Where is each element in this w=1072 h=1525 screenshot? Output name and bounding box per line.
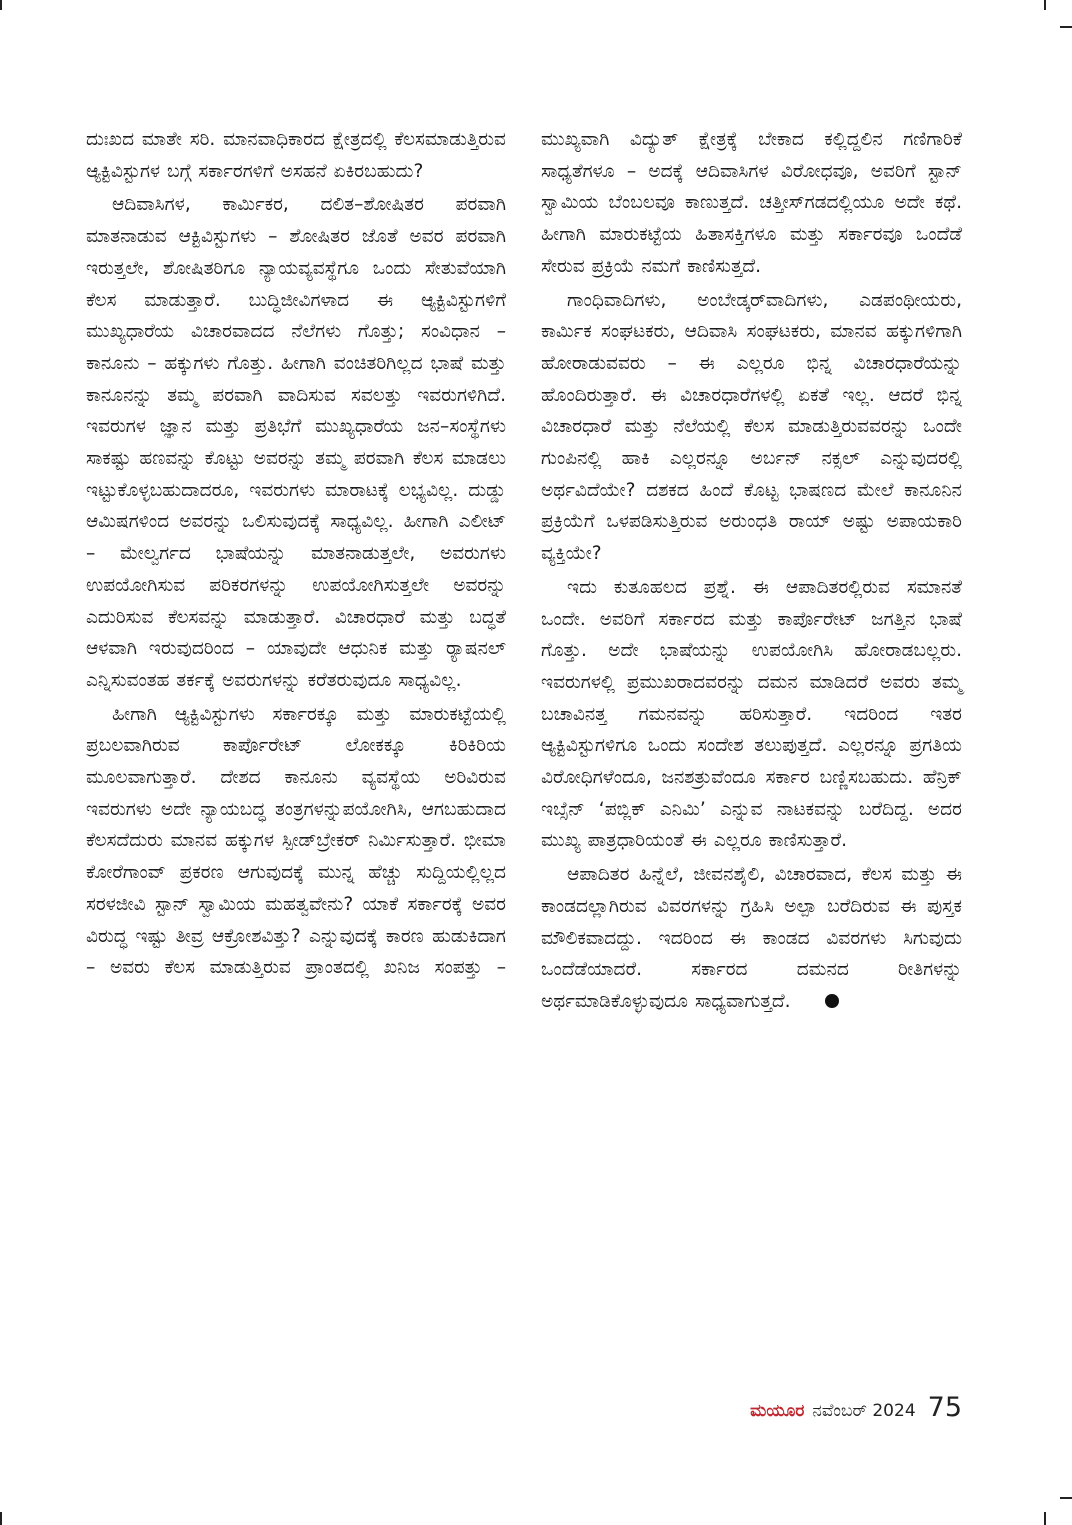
paragraph: ದುಃಖದ ಮಾತೇ ಸರಿ. ಮಾನವಾಧಿಕಾರದ ಕ್ಷೇತ್ರದಲ್ಲಿ ಕೆಲಸಮಾಡುತ್ತಿರುವ ಆ್ಯಕ್ಟಿವಿಸ್ಟುಗಳ ಬಗ್ಗೆ ಸರ್ಕಾರಗಳಿಗೆ ಅಸಹನೆ ಏಕಿರಬಹುದು? — [86, 129, 506, 182]
page-footer — [750, 1392, 962, 1423]
paragraph-text: ಆಪಾದಿತರ ಹಿನ್ನೆಲೆ, ಜೀವನಶೈಲಿ, ವಿಚಾರವಾದ, ಕೆಲಸ ಮತ್ತು ಈ ಕಾಂಡದಲ್ಲಾಗಿರುವ ವಿವರಗಳನ್ನು ಗ್ರಹಿಸಿ ಅಲ್ಪಾ ಬರೆದಿರುವ ಈ ಪುಸ್ತಕ ಮೌಲಿಕವಾದದ್ದು. ಇದರಿಂದ ಈ ಕಾಂಡದ ವಿವರಗಳು ಸಿಗುವುದು ಒಂದೆಡೆಯಾದರೆ. ಸರ್ಕಾರದ ದಮನದ ರೀತಿಗಳನ್ನು ಅರ್ಥಮಾಡಿಕೊಳ್ಳುವುದೂ ಸಾಧ್ಯವಾಗುತ್ತದೆ. — [541, 864, 962, 1012]
article-column-left — [86, 124, 506, 984]
crop-mark-top-left — [0, 0, 2, 10]
magazine-brand-logo: ಮಯೂರ — [750, 1401, 805, 1421]
article-column-right — [541, 124, 962, 1018]
paragraph-final — [541, 859, 962, 1018]
crop-mark-right-top — [1060, 26, 1072, 28]
paragraph: ಇದು ಕುತೂಹಲದ ಪ್ರಶ್ನೆ. ಈ ಆಪಾದಿತರಲ್ಲಿರುವ ಸಮಾನತೆ ಒಂದೇ. ಅವರಿಗೆ ಸರ್ಕಾರದ ಮತ್ತು ಕಾರ್ಪೊರೇಟ್ ಜಗತ್ತಿನ ಭಾಷೆ ಗೊತ್ತು. ಅದೇ ಭಾಷೆಯನ್ನು ಉಪಯೋಗಿಸಿ ಹೋರಾಡಬಲ್ಲರು. ಇವರುಗಳಲ್ಲಿ ಪ್ರಮುಖರಾದವರನ್ನು ದಮನ ಮಾಡಿದರೆ ಅವರು ತಮ್ಮ ಬಚಾವಿನತ್ತ ಗಮನವನ್ನು ಹರಿಸುತ್ತಾರೆ. ಇದರಿಂದ ಇತರ ಆ್ಯಕ್ಟಿವಿಸ್ಟುಗಳಿಗೂ ಒಂದು ಸಂದೇಶ ತಲುಪುತ್ತದೆ. ಎಲ್ಲರನ್ನೂ ಪ್ರಗತಿಯ ವಿರೋಧಿಗಳೆಂದೂ, ಜನಶತ್ರುವೆಂದೂ ಸರ್ಕಾರ ಬಣ್ಣಿಸಬಹುದು. ಹೆನ್ರಿಕ್ ಇಬ್ಸೆನ್ ‘ಪಬ್ಲಿಕ್ ಎನಿಮಿ’ ಎನ್ನುವ ನಾಟಕವನ್ನು ಬರೆದಿದ್ದ. ಅದರ ಮುಖ್ಯ ಪಾತ್ರಧಾರಿಯಂತೆ ಈ ಎಲ್ಲರೂ ಕಾಣಿಸುತ್ತಾರೆ. — [541, 576, 962, 852]
end-of-article-bullet-icon — [825, 994, 839, 1008]
page-number: 75 — [927, 1392, 962, 1423]
crop-mark-bottom-right — [1044, 1512, 1046, 1525]
issue-date: ನವೆಂಬರ್ 2024 — [812, 1401, 916, 1421]
paragraph: ಹೀಗಾಗಿ ಆ್ಯಕ್ಟಿವಿಸ್ಟುಗಳು ಸರ್ಕಾರಕ್ಕೂ ಮತ್ತು ಮಾರುಕಟ್ಟೆಯಲ್ಲಿ ಪ್ರಬಲವಾಗಿರುವ ಕಾರ್ಪೊರೇಟ್ ಲೋಕಕ್ಕೂ ಕಿರಿಕಿರಿಯ ಮೂಲವಾಗುತ್ತಾರೆ. ದೇಶದ ಕಾನೂನು ವ್ಯವಸ್ಥೆಯ ಅರಿವಿರುವ ಇವರುಗಳು ಅದೇ ನ್ಯಾಯಬದ್ಧ ತಂತ್ರಗಳನ್ನುಪಯೋಗಿಸಿ, ಆಗಬಹುದಾದ ಕೆಲಸದೆದುರು ಮಾನವ ಹಕ್ಕುಗಳ ಸ್ಪೀಡ್‌ಬ್ರೇಕರ್ ನಿರ್ಮಿಸುತ್ತಾರೆ. ಭೀಮಾ ಕೋರೆಗಾಂವ್ ಪ್ರಕರಣ ಆಗುವುದಕ್ಕೆ ಮುನ್ನ ಹೆಚ್ಚು ಸುದ್ದಿಯಲ್ಲಿಲ್ಲದ ಸರಳಜೀವಿ ಸ್ಟಾನ್ ಸ್ವಾಮಿಯ ಮಹತ್ವವೇನು? ಯಾಕೆ ಸರ್ಕಾರಕ್ಕೆ ಅವರ ವಿರುದ್ಧ ಇಷ್ಟು ತೀವ್ರ ಆಕ್ರೋಶವಿತ್ತು? ಎನ್ನುವುದಕ್ಕೆ ಕಾರಣ ಹುಡುಕಿದಾಗ – ಅವರು ಕೆಲಸ ಮಾಡುತ್ತಿರುವ ಪ್ರಾಂತದಲ್ಲಿ ಖನಿಜ ಸಂಪತ್ತು – — [86, 703, 506, 979]
paragraph: ಮುಖ್ಯವಾಗಿ ವಿದ್ಯುತ್ ಕ್ಷೇತ್ರಕ್ಕೆ ಬೇಕಾದ ಕಲ್ಲಿದ್ದಲಿನ ಗಣಿಗಾರಿಕೆ ಸಾಧ್ಯತೆಗಳೂ – ಅದಕ್ಕೆ ಆದಿವಾಸಿಗಳ ವಿರೋಧವೂ, ಅವರಿಗೆ ಸ್ಟಾನ್ ಸ್ವಾಮಿಯ ಬೆಂಬಲವೂ ಕಾಣುತ್ತದೆ. ಚತ್ತೀಸ್‌ಗಡದಲ್ಲಿಯೂ ಅದೇ ಕಥೆ. ಹೀಗಾಗಿ ಮಾರುಕಟ್ಟೆಯ ಹಿತಾಸಕ್ತಿಗಳೂ ಮತ್ತು ಸರ್ಕಾರವೂ ಒಂದೆಡೆ ಸೇರುವ ಪ್ರಕ್ರಿಯೆ ನಮಗೆ ಕಾಣಿಸುತ್ತದೆ. — [541, 129, 962, 277]
crop-mark-right-bottom — [1060, 1497, 1072, 1499]
paragraph: ಗಾಂಧಿವಾದಿಗಳು, ಅಂಬೇಡ್ಕರ್‌ವಾದಿಗಳು, ಎಡಪಂಥೀಯರು, ಕಾರ್ಮಿಕ ಸಂಘಟಕರು, ಆದಿವಾಸಿ ಸಂಘಟಕರು, ಮಾನವ ಹಕ್ಕುಗಳಿಗಾಗಿ ಹೋರಾಡುವವರು – ಈ ಎಲ್ಲರೂ ಭಿನ್ನ ವಿಚಾರಧಾರೆಯನ್ನು ಹೊಂದಿರುತ್ತಾರೆ. ಈ ವಿಚಾರಧಾರೆಗಳಲ್ಲಿ ಏಕತೆ ಇಲ್ಲ. ಆದರೆ ಭಿನ್ನ ವಿಚಾರಧಾರೆ ಮತ್ತು ನೆಲೆಯಲ್ಲಿ ಕೆಲಸ ಮಾಡುತ್ತಿರುವವರನ್ನು ಒಂದೇ ಗುಂಪಿನಲ್ಲಿ ಹಾಕಿ ಎಲ್ಲರನ್ನೂ ಅರ್ಬನ್ ನಕ್ಸಲ್ ಎನ್ನುವುದರಲ್ಲಿ ಅರ್ಥವಿದೆಯೇ? ದಶಕದ ಹಿಂದೆ ಕೊಟ್ಟ ಭಾಷಣದ ಮೇಲೆ ಕಾನೂನಿನ ಪ್ರಕ್ರಿಯೆಗೆ ಒಳಪಡಿಸುತ್ತಿರುವ ಅರುಂಧತಿ ರಾಯ್ ಅಷ್ಟು ಅಪಾಯಕಾರಿ ವ್ಯಕ್ತಿಯೇ? — [541, 289, 962, 565]
paragraph: ಆದಿವಾಸಿಗಳ, ಕಾರ್ಮಿಕರ, ದಲಿತ–ಶೋಷಿತರ ಪರವಾಗಿ ಮಾತನಾಡುವ ಆಕ್ಟಿವಿಸ್ಟುಗಳು – ಶೋಷಿತರ ಜೊತೆ ಅವರ ಪರವಾಗಿ ಇರುತ್ತಲೇ, ಶೋಷಿತರಿಗೂ ನ್ಯಾಯವ್ಯವಸ್ಥೆಗೂ ಒಂದು ಸೇತುವೆಯಾಗಿ ಕೆಲಸ ಮಾಡುತ್ತಾರೆ. ಬುದ್ಧಿಜೀವಿಗಳಾದ ಈ ಆ್ಯಕ್ಟಿವಿಸ್ಟುಗಳಿಗೆ ಮುಖ್ಯಧಾರೆಯ ವಿಚಾರವಾದದ ನೆಲೆಗಳು ಗೊತ್ತು; ಸಂವಿಧಾನ – ಕಾನೂನು – ಹಕ್ಕುಗಳು ಗೊತ್ತು. ಹೀಗಾಗಿ ವಂಚಿತರಿಗಿಲ್ಲದ ಭಾಷೆ ಮತ್ತು ಕಾನೂನನ್ನು ತಮ್ಮ ಪರವಾಗಿ ವಾದಿಸುವ ಸವಲತ್ತು ಇವರುಗಳಿಗಿದೆ. ಇವರುಗಳ ಜ್ಞಾನ ಮತ್ತು ಪ್ರತಿಭೆಗೆ ಮುಖ್ಯಧಾರೆಯ ಜನ–ಸಂಸ್ಥೆಗಳು ಸಾಕಷ್ಟು ಹಣವನ್ನು ಕೊಟ್ಟು ಅವರನ್ನು ತಮ್ಮ ಪರವಾಗಿ ಕೆಲಸ ಮಾಡಲು ಇಟ್ಟುಕೊಳ್ಳಬಹುದಾದರೂ, ಇವರುಗಳು ಮಾರಾಟಕ್ಕೆ ಲಭ್ಯವಿಲ್ಲ. ದುಡ್ಡು ಆಮಿಷಗಳಿಂದ ಅವರನ್ನು ಒಲಿಸುವುದಕ್ಕೆ ಸಾಧ್ಯವಿಲ್ಲ. ಹೀಗಾಗಿ ಎಲೀಟ್ – ಮೇಲ್ವರ್ಗದ ಭಾಷೆಯನ್ನು ಮಾತನಾಡುತ್ತಲೇ, ಅವರುಗಳು ಉಪಯೋಗಿಸುವ ಪರಿಕರಗಳನ್ನು ಉಪಯೋಗಿಸುತ್ತಲೇ ಅವರನ್ನು ಎದುರಿಸುವ ಕೆಲಸವನ್ನು ಮಾಡುತ್ತಾರೆ. ವಿಚಾರಧಾರೆ ಮತ್ತು ಬದ್ಧತೆ ಆಳವಾಗಿ ಇರುವುದರಿಂದ – ಯಾವುದೇ ಆಧುನಿಕ ಮತ್ತು ರ್‍ಯಾಷನಲ್ ಎನ್ನಿಸುವಂತಹ ತರ್ಕಕ್ಕೆ ಅವರುಗಳನ್ನು ಕರೆತರುವುದೂ ಸಾಧ್ಯವಿಲ್ಲ. — [86, 194, 506, 691]
crop-mark-top-right — [1044, 0, 1046, 10]
crop-mark-bottom-left — [0, 1512, 2, 1525]
